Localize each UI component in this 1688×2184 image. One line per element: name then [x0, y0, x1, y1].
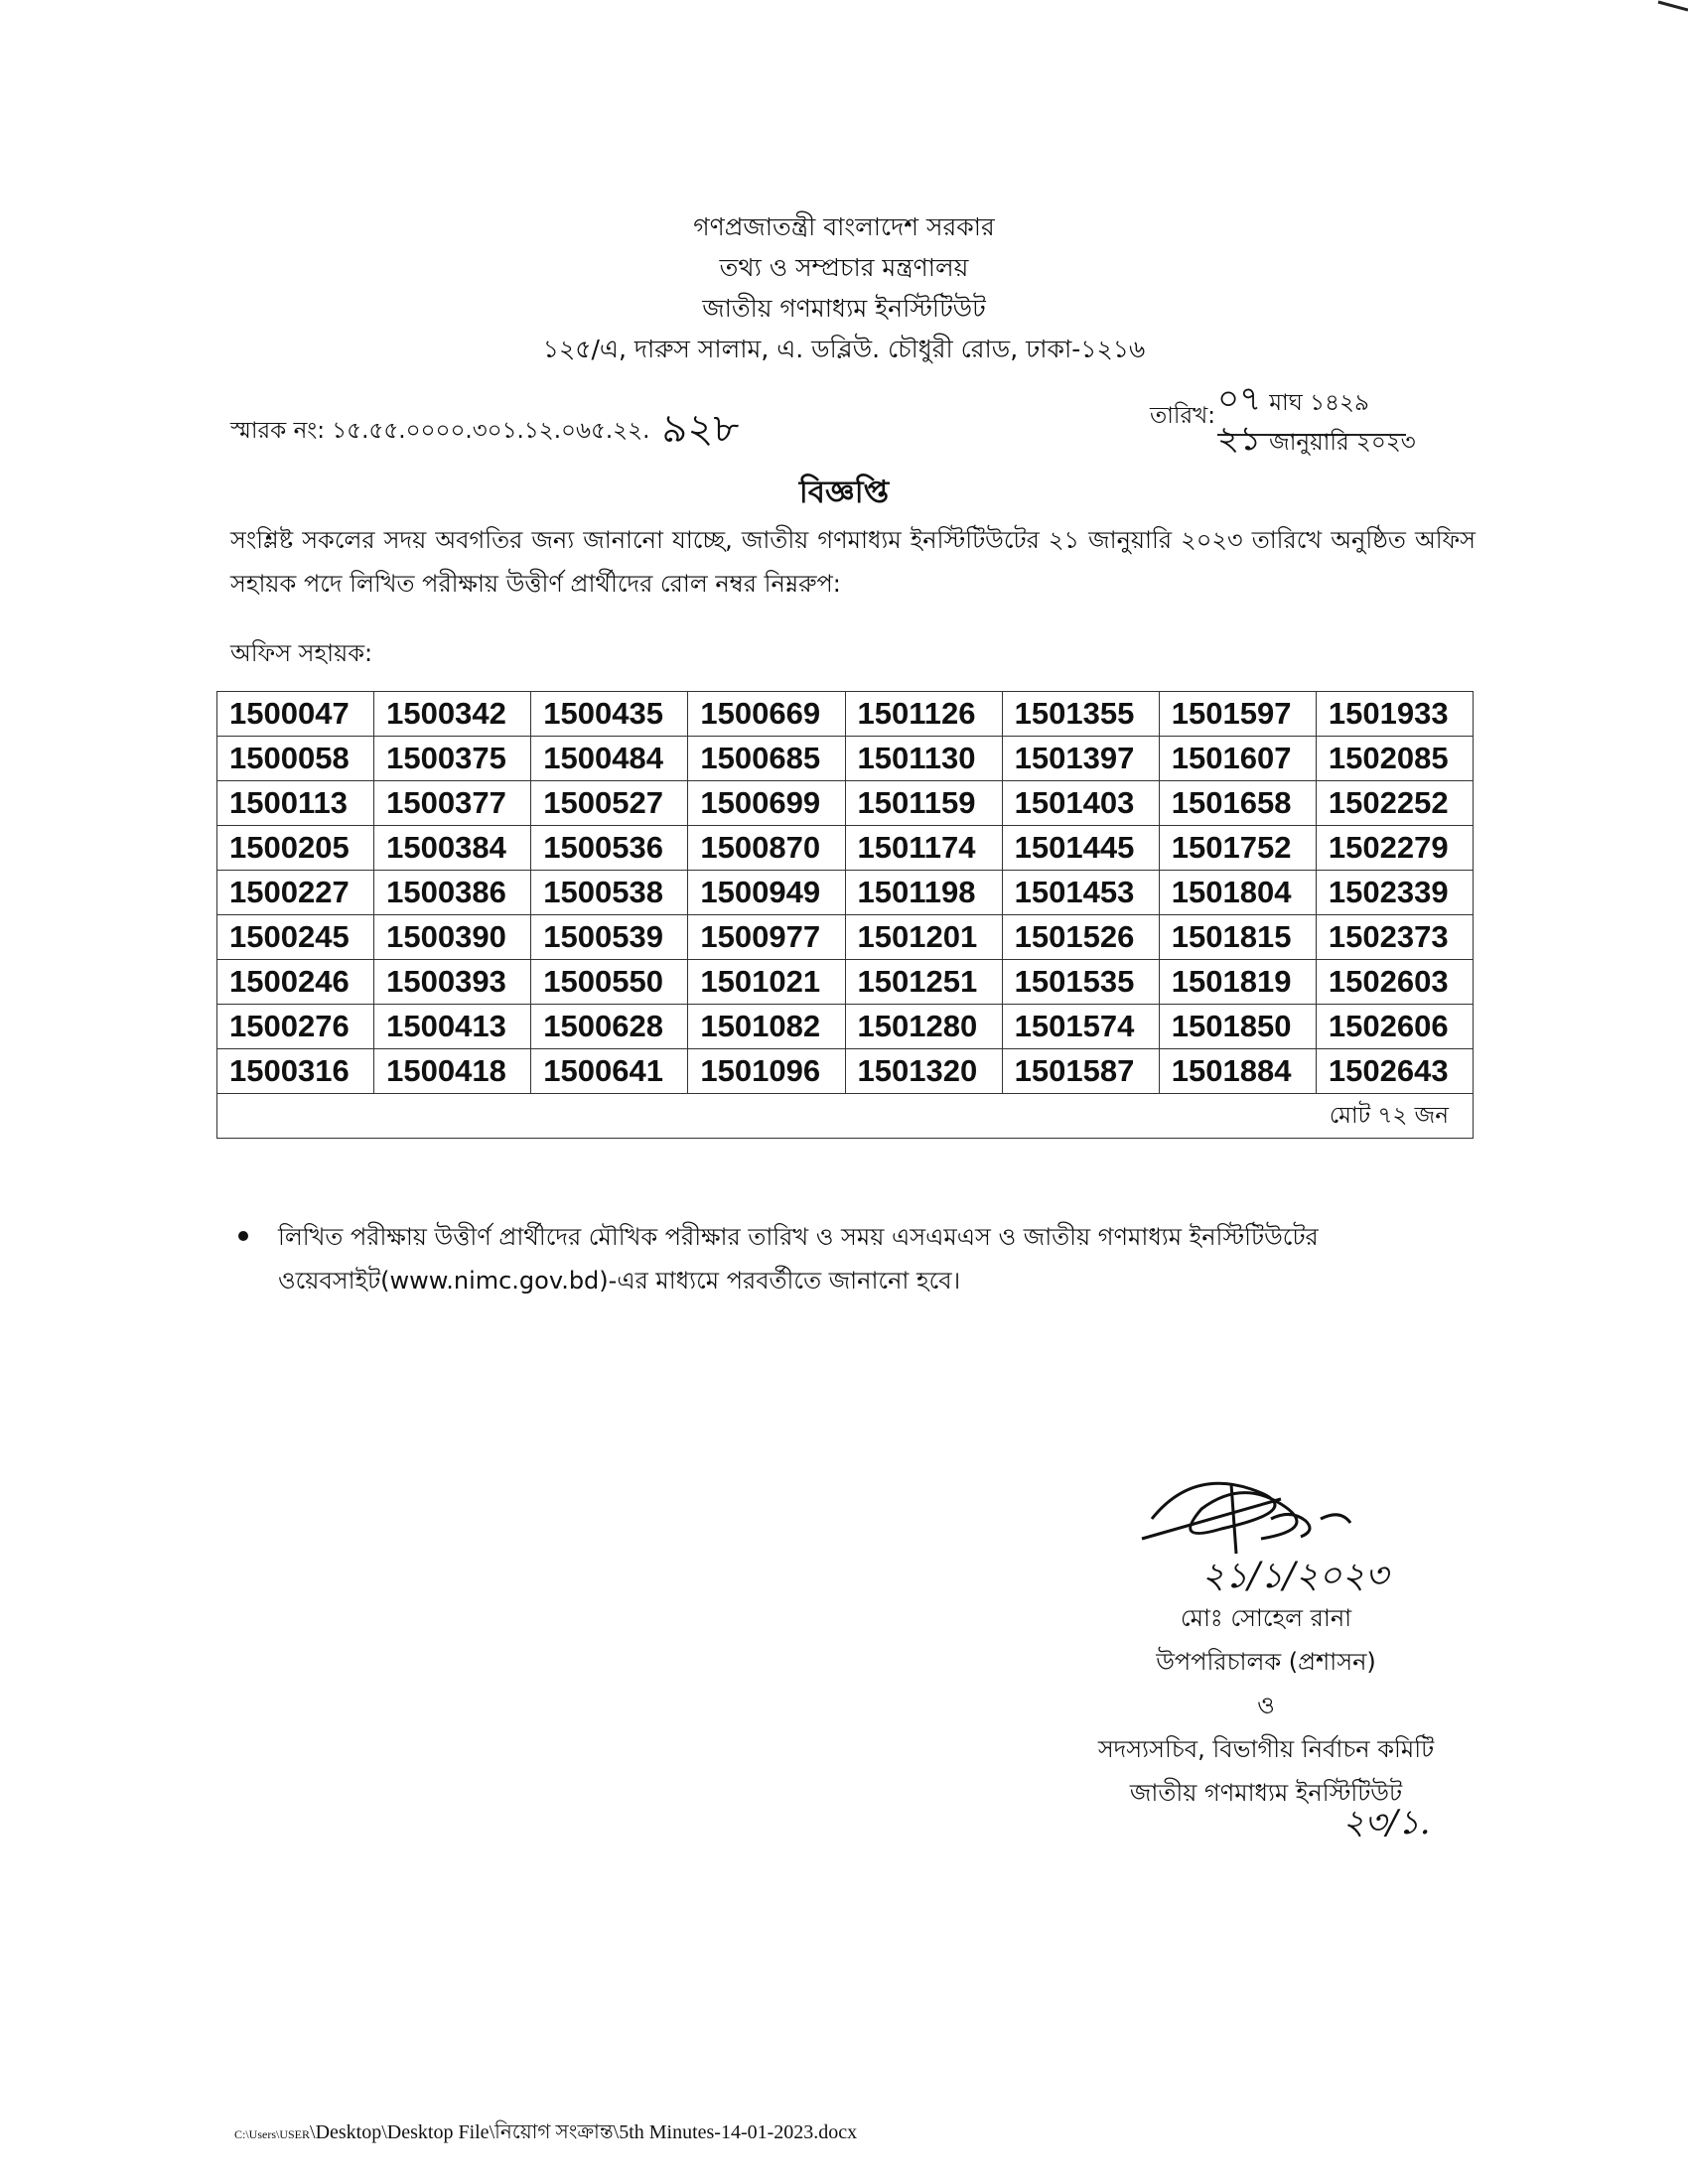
signatory-role: সদস্যসচিব, বিভাগীয় নির্বাচন কমিটি [1097, 1735, 1435, 1763]
file-path-footer [234, 2117, 857, 2150]
roll-number-cell: 1501126 [845, 692, 1002, 737]
roll-number-cell: 1500205 [217, 826, 374, 871]
roll-number-cell: 1500484 [531, 737, 688, 781]
roll-number-cell: 1500246 [217, 960, 374, 1005]
roll-number-cell: 1501403 [1002, 781, 1159, 826]
memo-handwritten-number: ৯২৮ [661, 406, 740, 452]
roll-number-cell: 1500113 [217, 781, 374, 826]
roll-number-cell: 1501320 [845, 1049, 1002, 1094]
roll-number-cell: 1501021 [688, 960, 845, 1005]
english-date [1217, 413, 1426, 470]
roll-number-cell: 1501597 [1159, 692, 1316, 737]
roll-number-cell: 1500669 [688, 692, 845, 737]
roll-number-table [216, 691, 1474, 1139]
roll-number-cell: 1502643 [1316, 1049, 1473, 1094]
roll-number-cell: 1501453 [1002, 871, 1159, 915]
roll-number-cell: 1500316 [217, 1049, 374, 1094]
table-row [217, 692, 1474, 737]
roll-number-cell: 1500550 [531, 960, 688, 1005]
roll-number-cell: 1501251 [845, 960, 1002, 1005]
signatory-name: মোঃ সোহেল রানা [1180, 1604, 1352, 1632]
roll-number-cell: 1500386 [374, 871, 531, 915]
table-row [217, 1049, 1474, 1094]
memo-label: স্মারক নং: ১৫.৫৫.০০০০.৩০১.১২.০৬৫.২২. [230, 418, 650, 444]
govt-name: গণপ্রজাতন্ত্রী বাংলাদেশ সরকার [693, 212, 995, 241]
roll-number-cell: 1500384 [374, 826, 531, 871]
roll-number-cell: 1500685 [688, 737, 845, 781]
roll-number-cell: 1500393 [374, 960, 531, 1005]
notice-title: বিজ্ঞপ্তি [798, 475, 890, 510]
table-row [217, 781, 1474, 826]
roll-number-cell: 1500245 [217, 915, 374, 960]
roll-number-cell: 1500375 [374, 737, 531, 781]
table-row [217, 737, 1474, 781]
roll-number-cell: 1500628 [531, 1005, 688, 1049]
roll-number-cell: 1502085 [1316, 737, 1473, 781]
roll-number-cell: 1501804 [1159, 871, 1316, 915]
roll-number-cell: 1500047 [217, 692, 374, 737]
file-path-rest: \Desktop\Desktop File\নিয়োগ সংক্রান্ত\5th Minutes-14-01-2023.docx [310, 2121, 858, 2143]
institute-name: জাতীয় গণমাধ্যম ইনস্টিটিউট [702, 294, 986, 323]
roll-number-cell: 1501130 [845, 737, 1002, 781]
roll-number-cell: 1501174 [845, 826, 1002, 871]
roll-number-cell: 1500527 [531, 781, 688, 826]
signatory-block [1053, 1596, 1479, 1815]
roll-number-cell: 1500977 [688, 915, 845, 960]
signatory-designation: উপপরিচালক (প্রশাসন) [1156, 1648, 1376, 1676]
roll-number-cell: 1501884 [1159, 1049, 1316, 1094]
roll-number-cell: 1501397 [1002, 737, 1159, 781]
note-item [238, 1215, 1479, 1302]
table-row [217, 915, 1474, 960]
scan-edge-mark [1648, 0, 1688, 30]
roll-number-cell: 1501819 [1159, 960, 1316, 1005]
roll-number-cell: 1500390 [374, 915, 531, 960]
memo-number [230, 397, 739, 464]
english-month-year: জানুয়ারি ২০২৩ [1269, 430, 1416, 456]
roll-number-cell: 1501574 [1002, 1005, 1159, 1049]
roll-number-cell: 1501159 [845, 781, 1002, 826]
signature-area [1112, 1459, 1470, 1618]
roll-number-cell: 1500413 [374, 1005, 531, 1049]
bangla-day-handwritten: ০৭ [1217, 379, 1262, 419]
roll-number-cell: 1501752 [1159, 826, 1316, 871]
roll-number-cell: 1501201 [845, 915, 1002, 960]
roll-number-cell: 1502603 [1316, 960, 1473, 1005]
roll-number-cell: 1502373 [1316, 915, 1473, 960]
signatory-conjunction: ও [1257, 1692, 1275, 1719]
roll-number-cell: 1500377 [374, 781, 531, 826]
roll-number-cell: 1500949 [688, 871, 845, 915]
roll-number-cell: 1500699 [688, 781, 845, 826]
total-row [217, 1094, 1474, 1139]
roll-number-cell: 1500870 [688, 826, 845, 871]
roll-number-cell: 1501198 [845, 871, 1002, 915]
date-block [1150, 373, 1468, 459]
note-text: লিখিত পরীক্ষায় উত্তীর্ণ প্রার্থীদের মৌখিক পরীক্ষার তারিখ ও সময় এসএমএস ও জাতীয় গণমাধ্যম ইনস্টিটিউটের ওয়েবসাইট(www.nimc.gov.bd)-এর মাধ্যমে পরবর্তীতে জানানো হবে। [278, 1223, 1319, 1295]
roll-number-cell: 1501082 [688, 1005, 845, 1049]
english-day-handwritten: ২১ [1217, 419, 1262, 459]
ministry-name: তথ্য ও সম্প্রচার মন্ত্রণালয় [719, 253, 969, 282]
roll-number-cell: 1501535 [1002, 960, 1159, 1005]
total-count: মোট ৭২ জন [217, 1094, 1474, 1139]
roll-number-cell: 1501355 [1002, 692, 1159, 737]
letterhead [0, 206, 1688, 369]
table-row [217, 960, 1474, 1005]
date-label: তারিখ: [1150, 403, 1216, 429]
roll-number-cell: 1501096 [688, 1049, 845, 1094]
file-path-user: C:\Users\USER [234, 2127, 311, 2141]
roll-number-cell: 1502252 [1316, 781, 1473, 826]
roll-number-cell: 1501445 [1002, 826, 1159, 871]
roll-number-cell: 1501850 [1159, 1005, 1316, 1049]
roll-number-cell: 1501526 [1002, 915, 1159, 960]
roll-number-cell: 1500536 [531, 826, 688, 871]
roll-number-cell: 1500538 [531, 871, 688, 915]
roll-number-cell: 1500227 [217, 871, 374, 915]
post-label: অফিস সহায়ক: [230, 639, 373, 667]
signatory-org: জাতীয় গণমাধ্যম ইনস্টিটিউট [1129, 1779, 1403, 1807]
roll-number-cell: 1500276 [217, 1005, 374, 1049]
roll-number-cell: 1500058 [217, 737, 374, 781]
institute-address: ১২৫/এ, দারুস সালাম, এ. ডব্লিউ. চৌধুরী রোড, ঢাকা-১২১৬ [542, 335, 1146, 363]
roll-number-cell: 1501587 [1002, 1049, 1159, 1094]
roll-number-cell: 1502606 [1316, 1005, 1473, 1049]
bangla-month-year: মাঘ ১৪২৯ [1269, 390, 1369, 416]
roll-number-cell: 1502339 [1316, 871, 1473, 915]
roll-number-cell: 1501815 [1159, 915, 1316, 960]
roll-number-cell: 1500342 [374, 692, 531, 737]
roll-number-cell: 1500641 [531, 1049, 688, 1094]
table-row [217, 871, 1474, 915]
roll-number-cell: 1500435 [531, 692, 688, 737]
roll-number-cell: 1502279 [1316, 826, 1473, 871]
roll-number-cell: 1501658 [1159, 781, 1316, 826]
roll-number-cell: 1500418 [374, 1049, 531, 1094]
table-row [217, 826, 1474, 871]
handwritten-initial: ২৩/১. [1342, 1803, 1431, 1843]
roll-number-cell: 1501933 [1316, 692, 1473, 737]
notice-body: সংশ্লিষ্ট সকলের সদয় অবগতির জন্য জানানো যাচ্ছে, জাতীয় গণমাধ্যম ইনস্টিটিউটের ২১ জানুয়ারি ২০২৩ তারিখে অনুষ্ঠিত অফিস সহায়ক পদে লিখিত পরীক্ষায় উত্তীর্ণ প্রার্থীদের রোল নম্বর নিম্নরুপ: [230, 526, 1476, 598]
table-row [217, 1005, 1474, 1049]
roll-number-cell: 1501607 [1159, 737, 1316, 781]
roll-number-cell: 1501280 [845, 1005, 1002, 1049]
roll-number-cell: 1500539 [531, 915, 688, 960]
bullet-icon [238, 1231, 248, 1241]
signature-date: ২১/১/২০২৩ [1201, 1556, 1389, 1596]
